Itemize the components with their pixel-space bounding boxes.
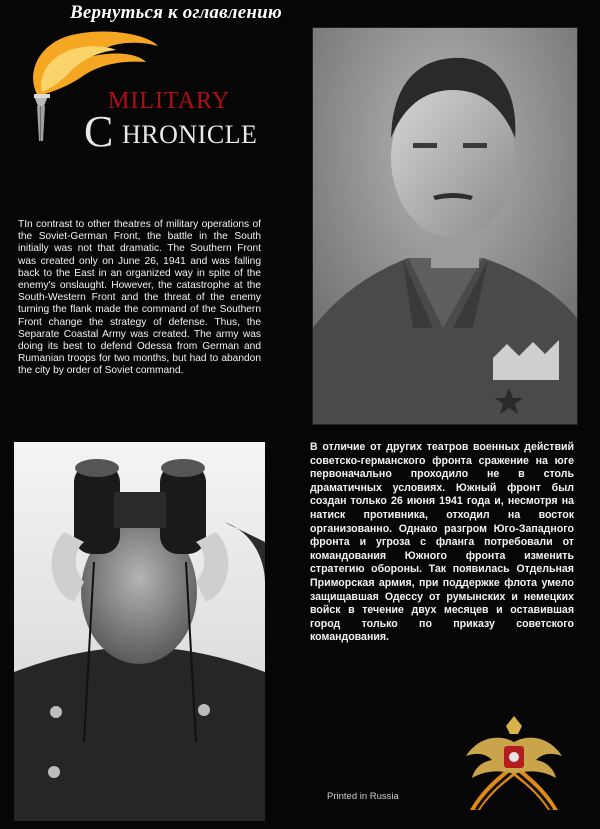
printed-in-russia-note: Printed in Russia (327, 791, 399, 802)
officer-portrait-photo (312, 27, 578, 425)
russian-paragraph: В отличие от других театров военных действий советско-германского фронта сражение на юге первоначально проходило не в столь драматичных условиях. Южный фронт был создан только 26 июня 1941 года и, несмотря на натиск противника, отходил на восток организованно. Однако разгром Юго-Западного фронта и угроза с фланга потребовали от командования Южного фронта изменить стратегию обороны. Так появилась Отдельная Приморская армия, при поддержке флота умело защищавшая Одессу от румынских и немецких войск в течение двух месяцев и оставившая город только по приказу советского командования. (310, 441, 574, 644)
double-headed-eagle-emblem (456, 712, 572, 812)
binoculars-soldier-photo (14, 442, 265, 821)
back-to-contents-link[interactable]: Вернуться к оглавлению (70, 2, 282, 23)
military-chronicle-logo (8, 26, 258, 156)
eagle-emblem-icon (456, 712, 572, 812)
english-paragraph: TIn contrast to other theatres of military operations of the Soviet-German Front, the battle in the South initially was not that dramatic. The Southern Front was created only on June 26, 1941 and was falling back to the East in an organized way in spite of the enemy's onslaught. However, the catastrophe at the South-Western Front and the threat of the enemy turning the flank made the command of the Southern Front change the strategy of defense. Thus, the Separate Coastal Army was created. The army was doing its best to defend Odessa from German and Rumanian troops for two months, but had to abandon the city by order of Soviet command. (18, 219, 261, 377)
logo-initial-c: C (84, 107, 114, 156)
logo-word-chronicle: HRONICLE (122, 120, 258, 149)
logo-word-military: MILITARY (108, 88, 231, 114)
